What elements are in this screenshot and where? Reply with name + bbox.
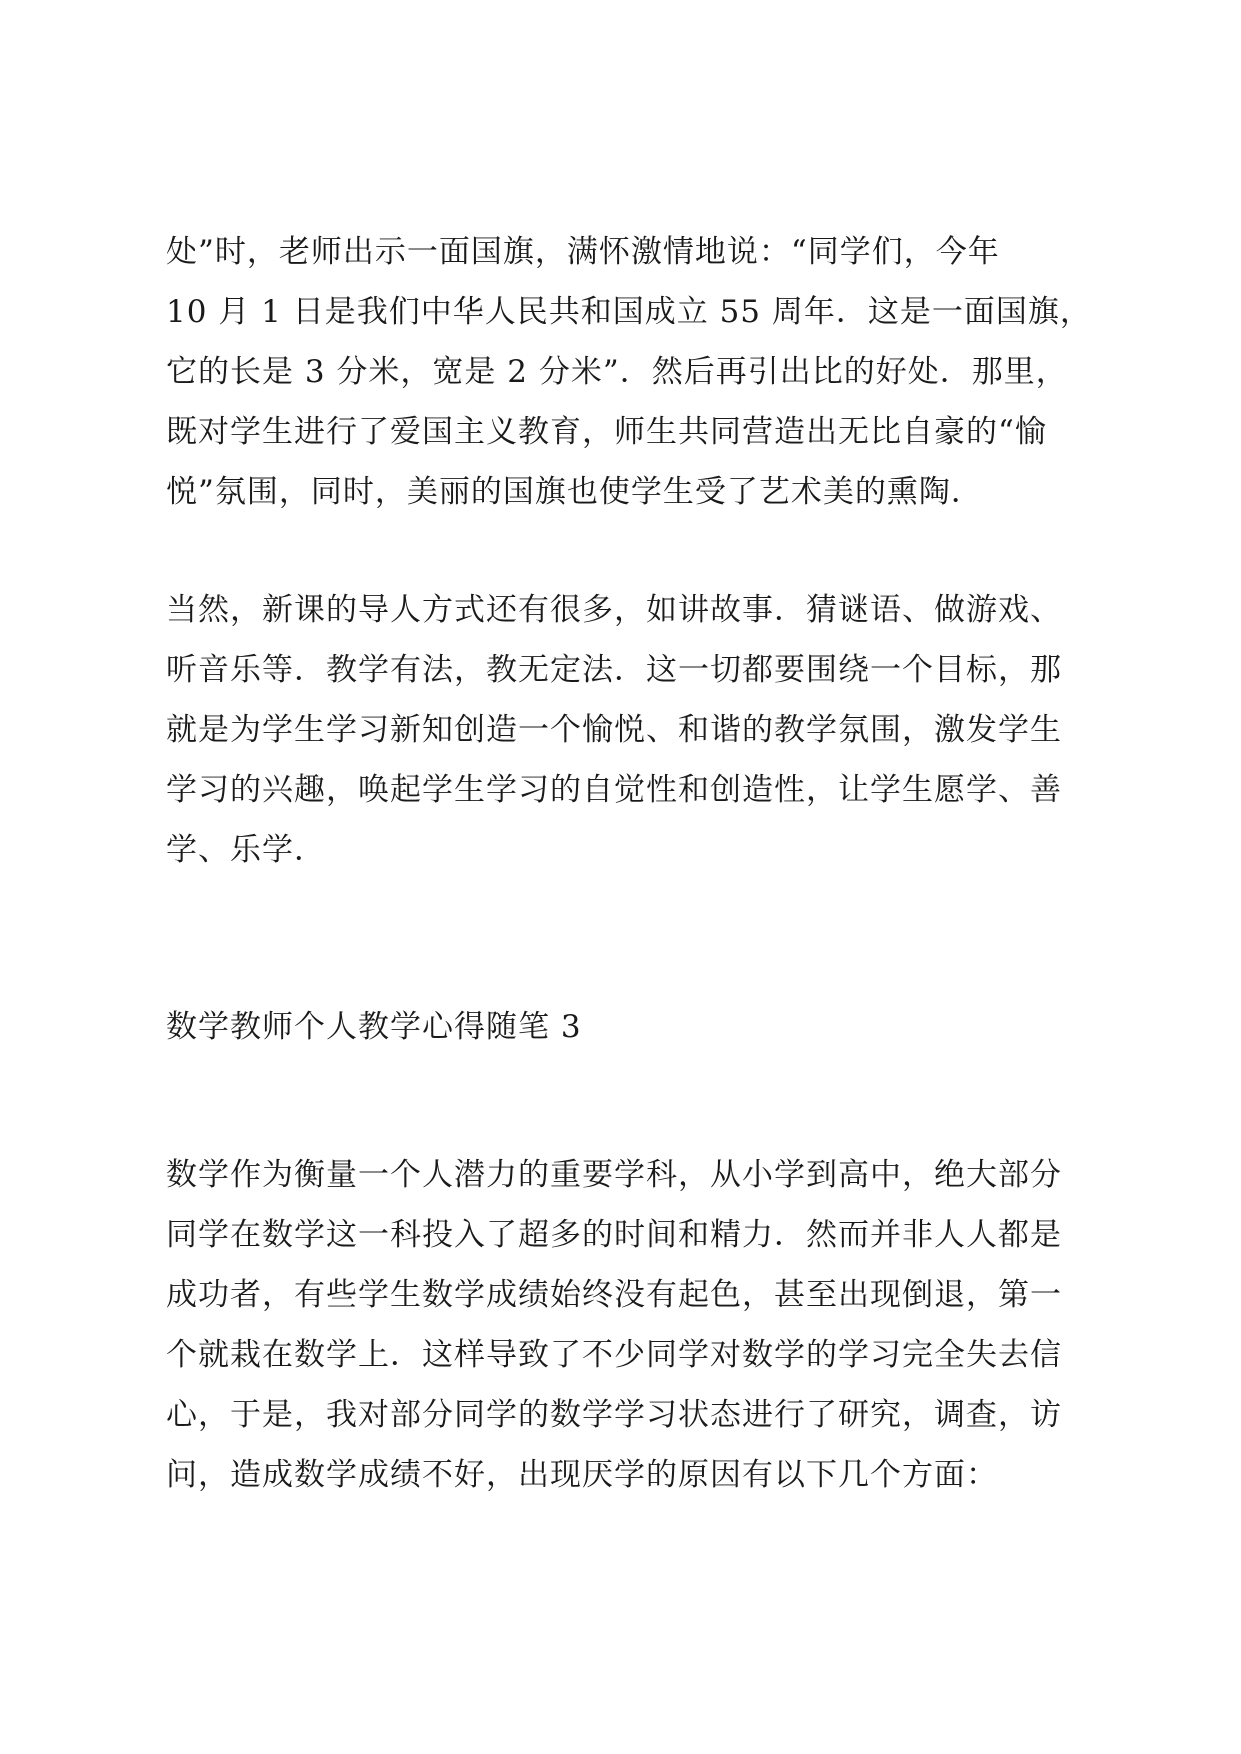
section-heading-text: 数学教师个人教学心得随笔 3 <box>166 1009 582 1045</box>
paragraph-line: 处”时，老师出示一面国旗，满怀激情地说：“同学们，今年 <box>166 234 1000 270</box>
paragraph-line: 同学在数学这一科投入了超多的时间和精力．然而并非人人都是 <box>166 1217 1062 1253</box>
paragraph-line: 成功者，有些学生数学成绩始终没有起色，甚至出现倒退，第一 <box>166 1277 1062 1313</box>
paragraph-line: 当然，新课的导人方式还有很多，如讲故事．猜谜语、做游戏、 <box>166 592 1062 628</box>
paragraph-line: 心，于是，我对部分同学的数学学习状态进行了研究，调查，访 <box>166 1397 1062 1433</box>
paragraph-line: 10 月 1 日是我们中华人民共和国成立 55 周年．这是一面国旗， <box>166 294 1092 330</box>
paragraph-line: 数学作为衡量一个人潜力的重要学科，从小学到高中，绝大部分 <box>166 1157 1062 1193</box>
paragraph-line: 学习的兴趣，唤起学生学习的自觉性和创造性，让学生愿学、善 <box>166 772 1062 808</box>
paragraph-line: 听音乐等．教学有法，教无定法．这一切都要围绕一个目标，那 <box>166 652 1062 688</box>
paragraph-line: 个就栽在数学上．这样导致了不少同学对数学的学习完全失去信 <box>166 1337 1062 1373</box>
paragraph-line: 悦”氛围，同时，美丽的国旗也使学生受了艺术美的熏陶． <box>166 474 983 510</box>
paragraph-line: 问，造成数学成绩不好，出现厌学的原因有以下几个方面： <box>166 1457 998 1493</box>
section-heading <box>166 997 1096 1057</box>
paragraph-3 <box>166 1145 1096 1505</box>
paragraph-line: 就是为学生学习新知创造一个愉悦、和谐的教学氛围，激发学生 <box>166 712 1062 748</box>
paragraph-line: 它的长是 3 分米，宽是 2 分米”．然后再引出比的好处．那里， <box>166 354 1068 390</box>
paragraph-line: 既对学生进行了爱国主义教育，师生共同营造出无比自豪的“愉 <box>166 414 1047 450</box>
paragraph-line: 学、乐学． <box>166 832 326 868</box>
paragraph-2 <box>166 580 1096 880</box>
paragraph-1 <box>166 222 1096 522</box>
